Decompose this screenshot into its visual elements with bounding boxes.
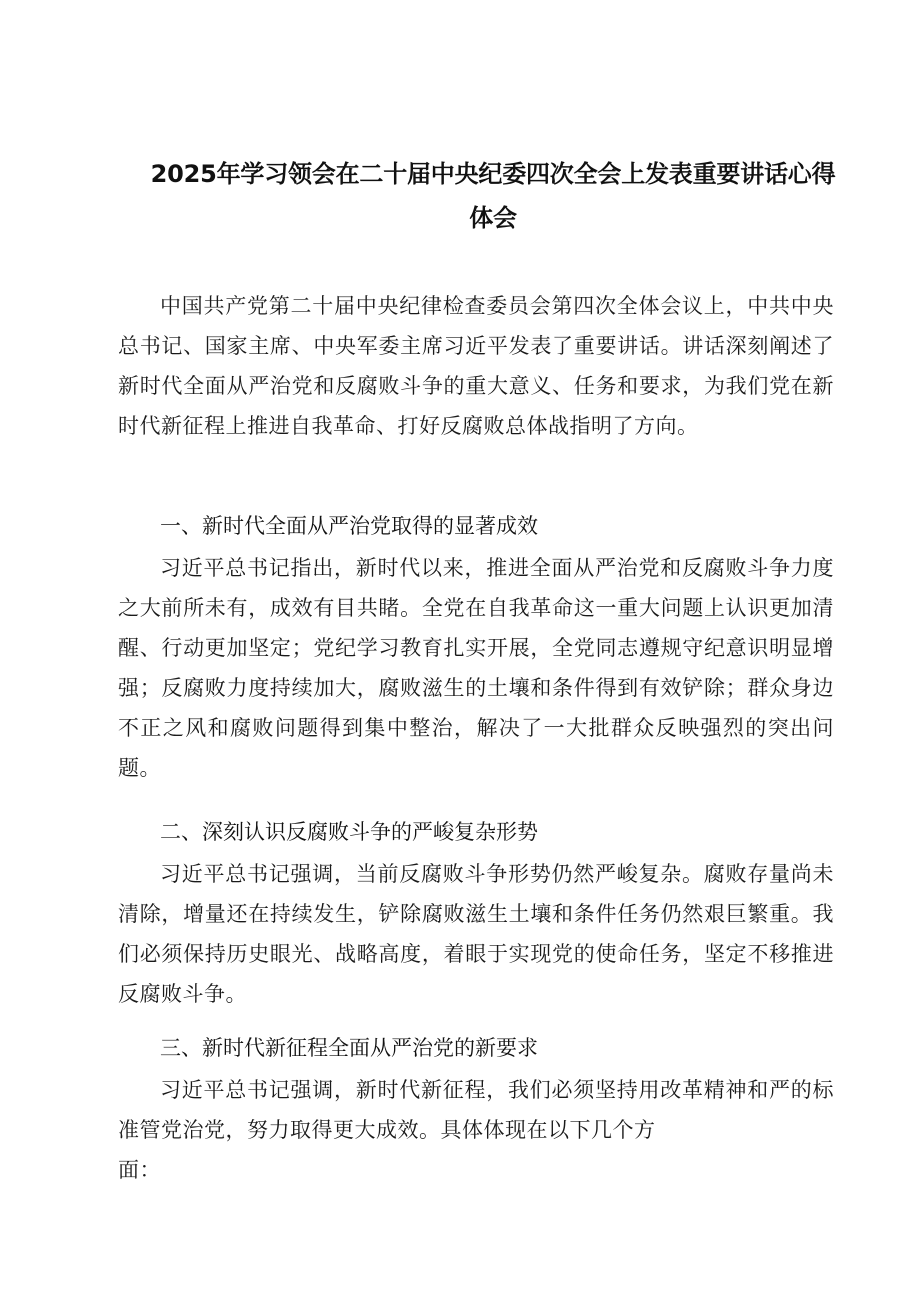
section-heading-1: 一、新时代全面从严治党取得的显著成效 [160,514,538,538]
section-body-2: 习近平总书记强调，当前反腐败斗争形势仍然严峻复杂。腐败存量尚未清除，增量还在持续发生，铲除腐败滋生土壤和条件任务仍然艰巨繁重。我们必须保持历史眼光、战略高度，着眼于实现党的使命任务，坚定不移推进反腐败斗争。 [118,862,834,1006]
document-title-line-2: 体会 [469,204,517,232]
section-body-3-line-1: 习近平总书记强调，新时代新征程，我们必须坚持用改革精神和严的标准管党治党，努力取得更大成效。具体体现在以下几个方 [118,1078,834,1142]
section-body-3-line-2: 面： [118,1158,161,1182]
intro-paragraph: 中国共产党第二十届中央纪律检查委员会第四次全体会议上，中共中央总书记、国家主席、中央军委主席习近平发表了重要讲话。讲话深刻阐述了新时代全面从严治党和反腐败斗争的重大意义、任务和要求，为我们党在新时代新征程上推进自我革命、打好反腐败总体战指明了方向。 [118,294,834,438]
section-heading-3: 三、新时代新征程全面从严治党的新要求 [160,1036,538,1060]
section-body-3 [118,1070,834,1190]
section-heading-2: 二、深刻认识反腐败斗争的严峻复杂形势 [160,820,538,844]
document-title-line-1: 2025年学习领会在二十届中央纪委四次全会上发表重要讲话心得 [150,160,836,188]
section-body-1: 习近平总书记指出，新时代以来，推进全面从严治党和反腐败斗争力度之大前所未有，成效有目共睹。全党在自我革命这一重大问题上认识更加清醒、行动更加坚定；党纪学习教育扎实开展，全党同志遵规守纪意识明显增强；反腐败力度持续加大，腐败滋生的土壤和条件得到有效铲除；群众身边不正之风和腐败问题得到集中整治，解决了一大批群众反映强烈的突出问题。 [118,556,834,780]
